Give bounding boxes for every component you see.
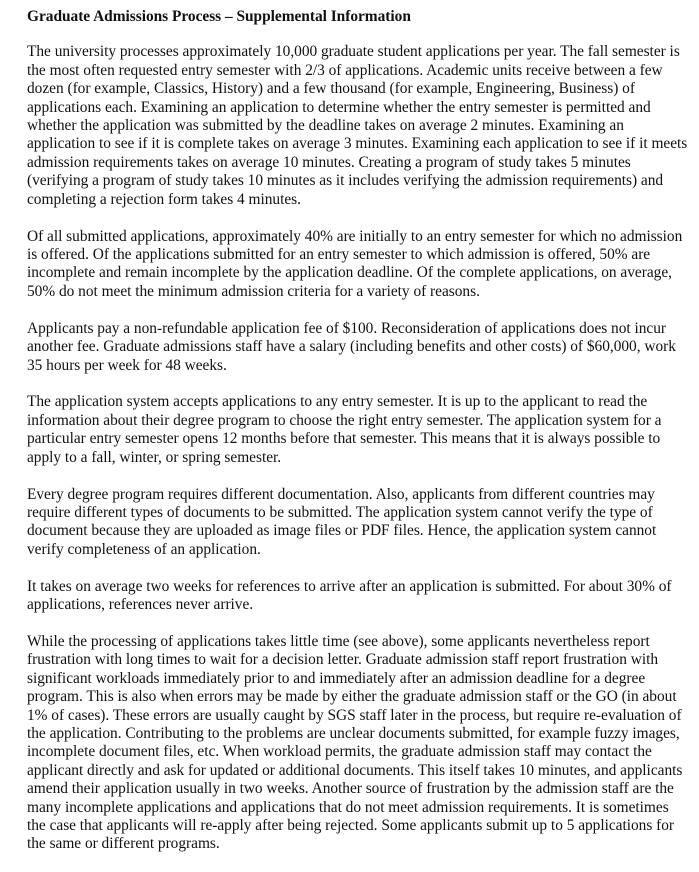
paragraph-documentation: Every degree program requires different documentation. Also, applicants from different countries may require different types of documents to be submitted. The application system cannot verify the type of document because they are uploaded as image files or PDF files. Hence, the application system cannot verify completeness of an application.	[27, 485, 657, 558]
paragraph-frustrations: While the processing of applications takes little time (see above), some applicants nevertheless report frustration with long times to wait for a decision letter. Graduate admission staff report frustration with significant workloads immediately prior to and immediately after an admission deadline for a degree program. This is also when errors may be made by either the graduate admission staff or the GO (in about 1% of cases). These errors are usually caught by SGS staff later in the process, but require re-evaluation of the application. Contributing to the problems are unclear documents submitted, for example fuzzy images, incomplete document files, etc. When workload permits, the graduate admission staff may contact the applicant directly and ask for updated or additional documents. This itself takes 10 minutes, and applicants amend their application usually in two weeks. Another source of frustration by the admission staff are the many incomplete applications and applications that do not meet admission requirements. It is sometimes the case that applicants will re-apply after being rejected. Some applicants submit up to 5 applications for the same or different programs.	[27, 632, 683, 853]
paragraph-application-system: The application system accepts applications to any entry semester. It is up to the applicant to read the information about their degree program to choose the right entry semester. The application system for a particular entry semester opens 12 months before that semester. This means that it is always possible to apply to a fall, winter, or spring semester.	[27, 393, 662, 466]
paragraph-fees-and-staff: Applicants pay a non-refundable application fee of $100. Reconsideration of applications does not incur another fee. Graduate admissions staff have a salary (including benefits and other costs) of $60,000, work 35 hours per week for 48 weeks.	[27, 319, 676, 374]
paragraph-processing-volume: The university processes approximately 10,000 graduate student applications per year. The fall semester is the most often requested entry semester with 2/3 of applications. Academic units receive between a few dozen (for example, Classics, History) and a few thousand (for example, Engineering, Business) of applications each. Examining an application to determine whether the entry semester is permitted and whether the application was submitted by the deadline takes on average 2 minutes. Examining an application to see if it is complete takes on average 3 minutes. Examining each application to see if it meets admission requirements takes on average 10 minutes. Creating a program of study takes 5 minutes (verifying a program of study takes 10 minutes as it includes verifying the admission requirements) and completing a rejection form takes 4 minutes.	[27, 43, 688, 208]
paragraph-application-outcomes: Of all submitted applications, approximately 40% are initially to an entry semester for which no admission is offered. Of the applications submitted for an entry semester to which admission is offered, 50% are incomplete and remain incomplete by the application deadline. Of the complete applications, on average, 50% do not meet the minimum admission criteria for a variety of reasons.	[27, 227, 683, 300]
document-title: Graduate Admissions Process – Supplemental Information	[27, 8, 411, 25]
paragraph-references: It takes on average two weeks for references to arrive after an application is submitted. For about 30% of applications, references never arrive.	[27, 577, 672, 614]
document-body	[27, 8, 691, 872]
